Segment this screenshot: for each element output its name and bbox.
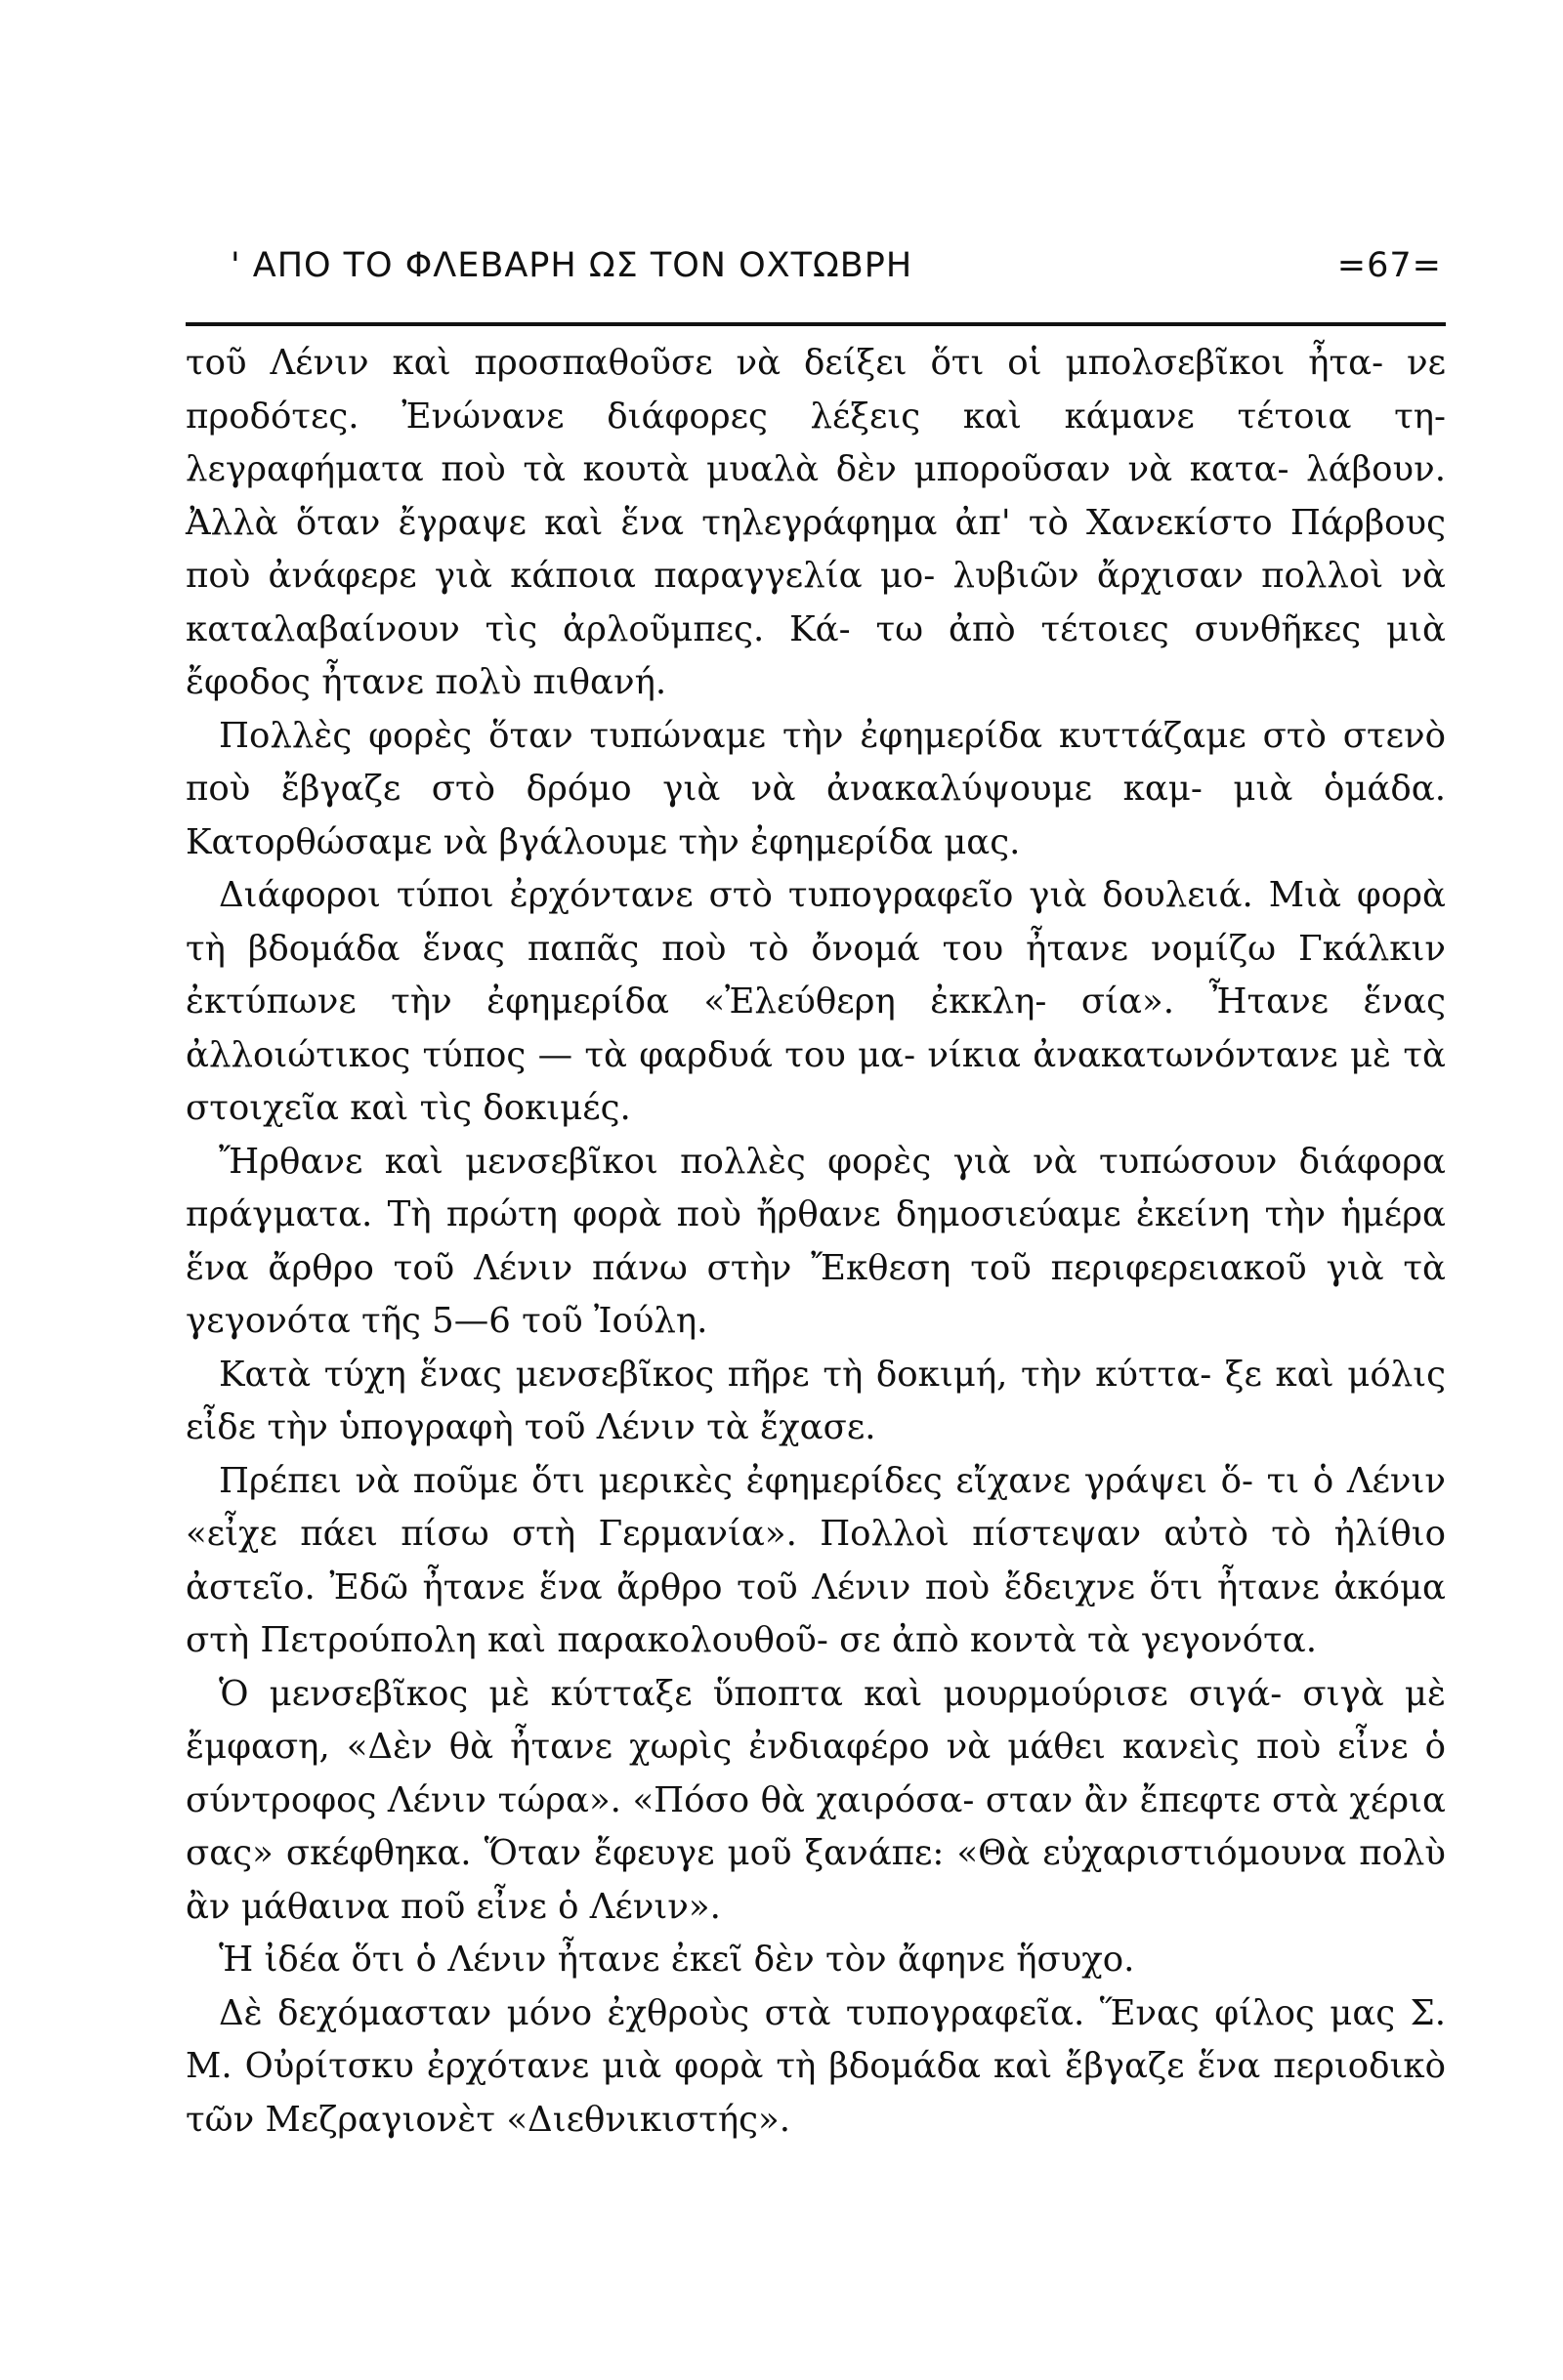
- paragraph-9: Δὲ δεχόμασταν μόνο ἐχθροὺς στὰ τυπογραφεῖα. Ἕνας φίλος μας Σ. Μ. Οὐρίτσκυ ἐρχότανε μιὰ φορὰ τὴ βδομάδα καὶ ἔβγαζε ἕνα περιοδικὸ τῶν Μεζραγιονὲτ «Διεθνικιστής».: [186, 1992, 1446, 2140]
- paragraph-7: Ὁ μενσεβῖκος μὲ κύτταξε ὕποπτα καὶ μουρμούρισε σιγά- σιγὰ μὲ ἔμφαση, «Δὲν θὰ ἦτανε χωρὶς ἐνδιαφέρο νὰ μάθει κανεὶς ποὺ εἶνε ὁ σύντροφος Λένιν τώρα». «Πόσο θὰ χαιρόσα- σταν ἂν ἔπεφτε στὰ χέρια σας» σκέφθηκα. Ὅταν ἔφευγε μοῦ ξανάπε: «Θὰ εὐχαριστιόμουνα πολὺ ἂν μάθαινα ποῦ εἶνε ὁ Λένιν».: [186, 1673, 1446, 1927]
- paragraph-8: Ἡ ἰδέα ὅτι ὁ Λένιν ἦτανε ἐκεῖ δὲν τὸν ἄφηνε ἥσυχο.: [219, 1940, 1135, 1980]
- page-number: =67=: [1336, 246, 1442, 285]
- paragraph-5: Κατὰ τύχη ἕνας μενσεβῖκος πῆρε τὴ δοκιμή, τὴν κύττα- ξε καὶ μόλις εἶδε τὴν ὑπογραφὴ τοῦ Λένιν τὰ ἔχασε.: [186, 1354, 1446, 1447]
- paragraph-6: Πρέπει νὰ ποῦμε ὅτι μερικὲς ἐφημερίδες εἴχανε γράψει ὅ- τι ὁ Λένιν «εἶχε πάει πίσω στὴ Γερμανία». Πολλοὶ πίστεψαν αὐτὸ τὸ ἠλίθιο ἀστεῖο. Ἐδῶ ἦτανε ἕνα ἄρθρο τοῦ Λένιν ποὺ ἔδειχνε ὅτι ἦτανε ἀκόμα στὴ Πετρούπολη καὶ παρακολουθοῦ- σε ἀπὸ κοντὰ τὰ γεγονότα.: [186, 1460, 1446, 1660]
- header-rule: [186, 322, 1446, 326]
- running-header: [231, 246, 1442, 305]
- chapter-title: ' ΑΠΟ ΤΟ ΦΛΕΒΑΡΗ ΩΣ ΤΟΝ ΟΧΤΩΒΡΗ: [231, 246, 913, 285]
- paragraph-3: Διάφοροι τύποι ἐρχόντανε στὸ τυπογραφεῖο γιὰ δουλειά. Μιὰ φορὰ τὴ βδομάδα ἕνας παπᾶς ποὺ τὸ ὄνομά του ἦτανε νομίζω Γκάλκιν ἐκτύπωνε τὴν ἐφημερίδα «Ἐλεύθερη ἐκκλη- σία». Ἦτανε ἕνας ἀλλοιώτικος τύπος — τὰ φαρδυά του μα- νίκια ἀνακατωνόντανε μὲ τὰ στοιχεῖα καὶ τὶς δοκιμές.: [186, 875, 1446, 1128]
- paragraph-2: Πολλὲς φορὲς ὅταν τυπώναμε τὴν ἐφημερίδα κυττάζαμε στὸ στενὸ ποὺ ἔβγαζε στὸ δρόμο γιὰ νὰ ἀνακαλύψουμε καμ- μιὰ ὁμάδα. Κατορθώσαμε νὰ βγάλουμε τὴν ἐφημερίδα μας.: [186, 715, 1446, 862]
- paragraph-1: τοῦ Λένιν καὶ προσπαθοῦσε νὰ δείξει ὅτι οἱ μπολσεβῖκοι ἦτα- νε προδότες. Ἐνώνανε διάφορες λέξεις καὶ κάμανε τέτοια τη- λεγραφήματα ποὺ τὰ κουτὰ μυαλὰ δὲν μποροῦσαν νὰ κατα- λάβουν. Ἀλλὰ ὅταν ἔγραψε καὶ ἕνα τηλεγράφημα ἀπ' τὸ Χανεκίστο Πάρβους ποὺ ἀνάφερε γιὰ κάποια παραγγελία μο- λυβιῶν ἄρχισαν πολλοὶ νὰ καταλαβαίνουν τὶς ἀρλοῦμπες. Κά- τω ἀπὸ τέτοιες συνθῆκες μιὰ ἔφοδος ἦτανε πολὺ πιθανή.: [186, 343, 1446, 702]
- body-text: [186, 337, 1446, 2147]
- paragraph-4: Ἤρθανε καὶ μενσεβῖκοι πολλὲς φορὲς γιὰ νὰ τυπώσουν διάφορα πράγματα. Τὴ πρώτη φορὰ ποὺ ἤρθανε δημοσιεύαμε ἐκείνη τὴν ἡμέρα ἕνα ἄρθρο τοῦ Λένιν πάνω στὴν Ἔκθεση τοῦ περιφερειακοῦ γιὰ τὰ γεγονότα τῆς 5—6 τοῦ Ἰούλη.: [186, 1141, 1446, 1341]
